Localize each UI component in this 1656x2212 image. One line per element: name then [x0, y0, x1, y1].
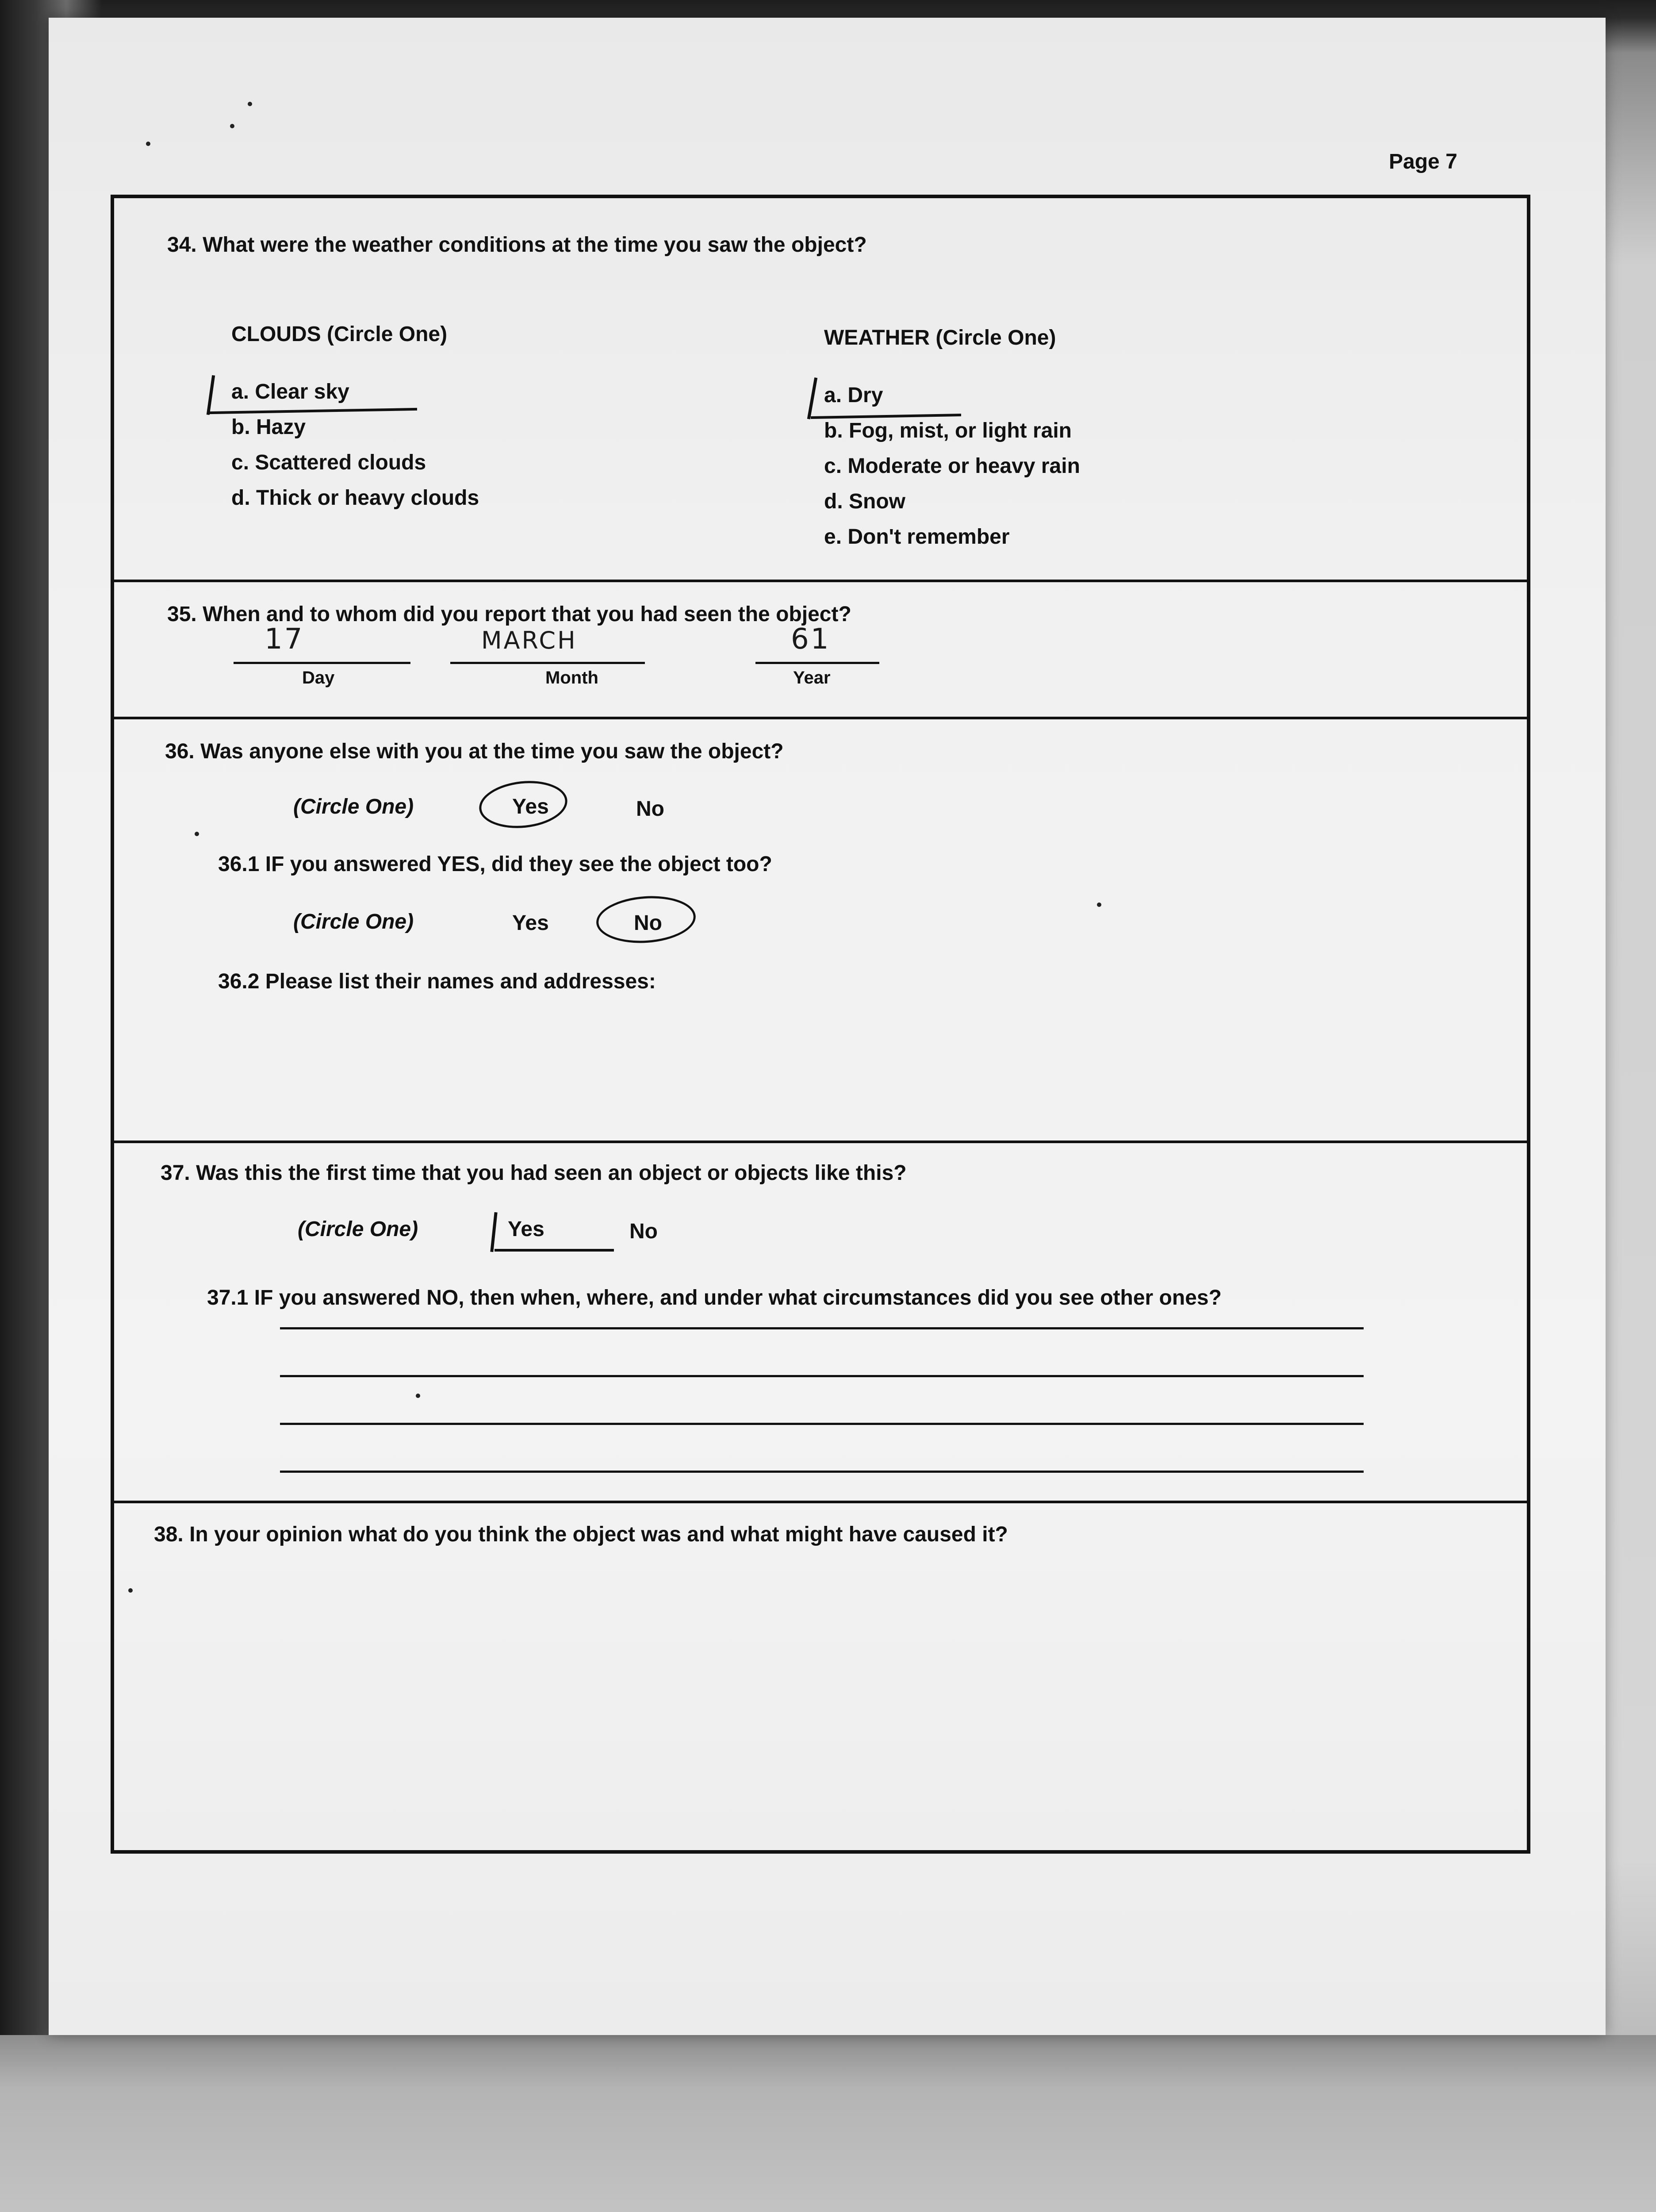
question-36-2: 36.2 Please list their names and addresses:: [218, 970, 656, 993]
weather-option-d: d. Snow: [824, 490, 905, 513]
scan-speck: [146, 142, 150, 146]
scan-bottom-strip: [0, 2035, 1656, 2212]
weather-option-b: b. Fog, mist, or light rain: [824, 419, 1072, 442]
year-label: Year: [793, 668, 831, 687]
answer-line: [280, 1423, 1364, 1425]
month-line: [450, 662, 645, 664]
section-divider: [114, 580, 1527, 582]
question-36-1: 36.1 IF you answered YES, did they see the object too?: [218, 853, 772, 876]
page-number: Page 7: [1389, 150, 1457, 173]
circle-one-36-1: (Circle One): [293, 910, 414, 933]
check-mark-underline: [209, 408, 417, 414]
answer-line: [280, 1471, 1364, 1473]
check-mark-stroke: [807, 377, 817, 419]
q37-no: No: [629, 1220, 658, 1243]
section-divider: [114, 1501, 1527, 1503]
answer-line: [280, 1327, 1364, 1329]
q36-1-yes: Yes: [512, 911, 549, 935]
weather-heading: WEATHER (Circle One): [824, 326, 1056, 349]
scan-speck: [230, 124, 234, 128]
handwritten-year: 61: [791, 623, 831, 656]
question-35: 35. When and to whom did you report that you had seen the object?: [167, 603, 851, 626]
question-34: 34. What were the weather conditions at the time you saw the object?: [167, 233, 867, 257]
q36-yes: Yes: [512, 795, 549, 818]
circled-answer: [595, 893, 698, 946]
clouds-option-b: b. Hazy: [231, 415, 306, 439]
form-frame: [111, 195, 1530, 1854]
handwritten-day: 17: [264, 623, 304, 656]
day-label: Day: [302, 668, 335, 687]
weather-option-a: a. Dry: [824, 384, 883, 407]
answer-line: [280, 1375, 1364, 1377]
check-mark-stroke: [207, 375, 215, 415]
scan-speck: [248, 102, 252, 106]
question-38: 38. In your opinion what do you think the object was and what might have caused it?: [154, 1523, 1008, 1546]
circle-one-36: (Circle One): [293, 795, 414, 818]
section-divider: [114, 1141, 1527, 1143]
handwritten-month: MARCH: [481, 626, 577, 654]
circle-one-37: (Circle One): [298, 1217, 418, 1241]
section-divider: [114, 717, 1527, 719]
question-37: 37. Was this the first time that you had seen an object or objects like this?: [161, 1161, 907, 1185]
clouds-option-c: c. Scattered clouds: [231, 451, 426, 474]
weather-option-e: e. Don't remember: [824, 525, 1010, 549]
month-label: Month: [545, 668, 598, 687]
check-mark-underline: [811, 414, 961, 419]
year-line: [755, 662, 879, 664]
day-line: [234, 662, 410, 664]
q36-no: No: [636, 797, 664, 821]
q37-yes: Yes: [508, 1217, 544, 1241]
clouds-option-d: d. Thick or heavy clouds: [231, 486, 479, 510]
clouds-heading: CLOUDS (Circle One): [231, 323, 448, 346]
circled-answer: [477, 777, 570, 832]
check-mark-stroke: [490, 1212, 497, 1252]
clouds-option-a: a. Clear sky: [231, 380, 349, 403]
q36-1-no: No: [634, 911, 662, 935]
weather-option-c: c. Moderate or heavy rain: [824, 454, 1080, 478]
check-mark-underline: [494, 1249, 614, 1252]
question-37-1: 37.1 IF you answered NO, then when, where, and under what circumstances did you see other ones?: [207, 1286, 1222, 1310]
question-36: 36. Was anyone else with you at the time you saw the object?: [165, 740, 784, 763]
